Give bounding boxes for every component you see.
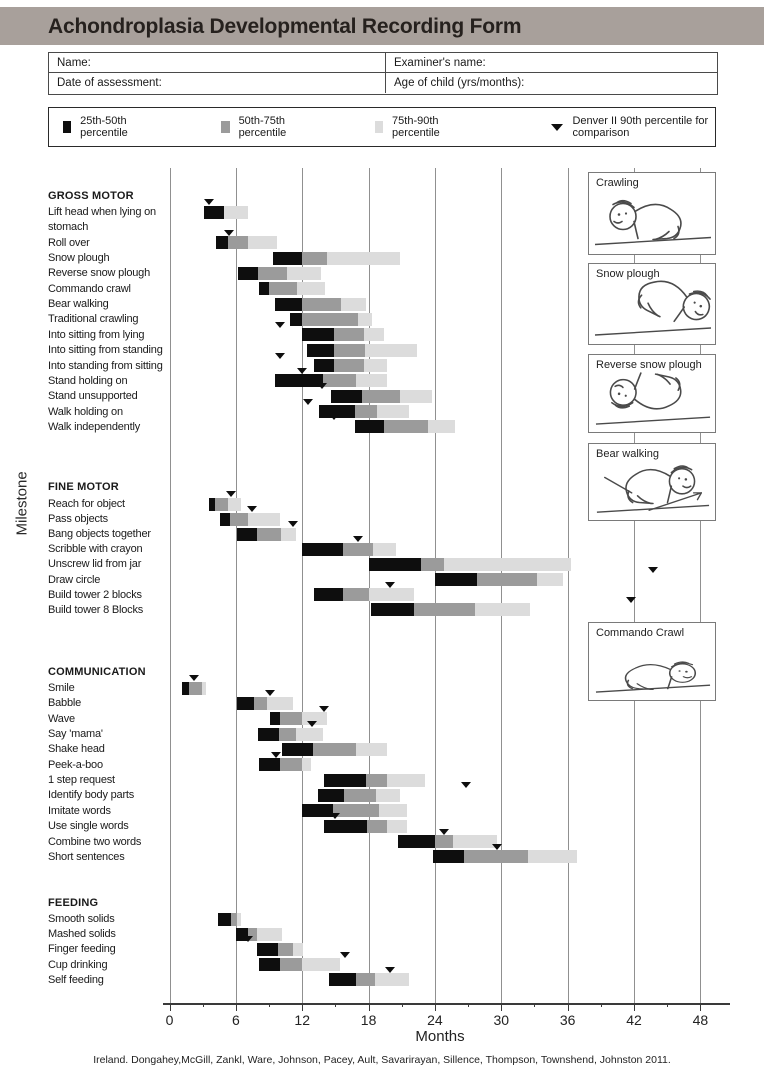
illustration-panel-snow-plough bbox=[588, 263, 716, 345]
percentile-bar-gray bbox=[362, 390, 400, 403]
percentile-bar-light bbox=[387, 774, 425, 787]
page-title: Achondroplasia Developmental Recording Form bbox=[48, 15, 522, 38]
percentile-bar-gray bbox=[279, 728, 296, 741]
percentile-bar-black bbox=[324, 774, 366, 787]
milestone-label: Stand holding on bbox=[48, 374, 128, 387]
percentile-bar-black bbox=[220, 513, 230, 526]
milestone-label: Draw circle bbox=[48, 573, 101, 586]
percentile-bar-light bbox=[293, 943, 303, 956]
legend-label: 50th-75th percentile bbox=[238, 115, 287, 139]
denver-marker bbox=[319, 706, 329, 712]
percentile-bar-light bbox=[248, 236, 277, 249]
major-tick bbox=[302, 1003, 303, 1011]
percentile-bar-black bbox=[331, 390, 362, 403]
percentile-bar-light bbox=[356, 374, 387, 387]
minor-tick bbox=[402, 1003, 403, 1007]
denver-marker bbox=[307, 721, 317, 727]
percentile-bar-gray bbox=[344, 789, 376, 802]
milestone-label: Roll over bbox=[48, 236, 90, 249]
milestone-label: Traditional crawling bbox=[48, 313, 139, 326]
percentile-bar-gray bbox=[367, 820, 387, 833]
milestone-label: stomach bbox=[48, 221, 89, 234]
denver-marker bbox=[226, 491, 236, 497]
percentile-bar-light bbox=[237, 913, 241, 926]
minor-tick bbox=[534, 1003, 535, 1007]
percentile-bar-black bbox=[329, 973, 357, 986]
milestone-label: Scribble with crayon bbox=[48, 543, 143, 556]
percentile-bar-black bbox=[237, 528, 257, 541]
milestone-label: Finger feeding bbox=[48, 943, 116, 956]
minor-tick bbox=[203, 1003, 204, 1007]
percentile-bar-light bbox=[400, 390, 432, 403]
percentile-bar-light bbox=[364, 328, 384, 341]
percentile-bar-black bbox=[314, 359, 334, 372]
denver-marker bbox=[353, 536, 363, 542]
percentile-bar-light bbox=[428, 420, 455, 433]
milestone-label: Build tower 2 blocks bbox=[48, 588, 142, 601]
percentile-bar-light bbox=[453, 835, 497, 848]
baby-illustration bbox=[591, 371, 715, 430]
x-tick-label: 36 bbox=[559, 1012, 576, 1028]
milestone-label: Shake head bbox=[48, 743, 105, 756]
minor-tick bbox=[335, 1003, 336, 1007]
milestone-label: Lift head when lying on bbox=[48, 206, 156, 218]
denver-marker bbox=[317, 383, 327, 389]
major-tick bbox=[501, 1003, 502, 1011]
x-axis-title: Months bbox=[415, 1028, 465, 1045]
percentile-bar-black bbox=[371, 603, 414, 616]
major-tick bbox=[568, 1003, 569, 1011]
percentile-bar-light bbox=[257, 928, 282, 941]
percentile-bar-light bbox=[202, 682, 206, 695]
major-tick bbox=[369, 1003, 370, 1011]
legend-label: 25th-50th percentile bbox=[80, 115, 128, 139]
denver-marker bbox=[297, 368, 307, 374]
milestone-label: Wave bbox=[48, 712, 75, 725]
percentile-bar-gray bbox=[334, 328, 364, 341]
percentile-bar-gray bbox=[343, 543, 373, 556]
percentile-bar-light bbox=[296, 728, 324, 741]
percentile-bar-light bbox=[373, 543, 396, 556]
percentile-bar-gray bbox=[334, 344, 365, 357]
illustration-label: Commando Crawl bbox=[596, 627, 685, 639]
percentile-bar-gray bbox=[414, 603, 475, 616]
percentile-bar-black bbox=[204, 206, 224, 219]
denver-marker bbox=[385, 582, 395, 588]
illustration-panel-commando-crawl bbox=[588, 622, 716, 701]
percentile-bar-gray bbox=[366, 774, 387, 787]
percentile-bar-gray bbox=[280, 712, 302, 725]
percentile-bar-black bbox=[216, 236, 228, 249]
milestone-label: Babble bbox=[48, 697, 82, 710]
minor-tick bbox=[468, 1003, 469, 1007]
percentile-bar-light bbox=[228, 498, 241, 511]
percentile-bar-black bbox=[238, 267, 258, 280]
percentile-bar-gray bbox=[302, 313, 357, 326]
x-tick-label: 24 bbox=[427, 1012, 443, 1028]
percentile-bar-light bbox=[327, 252, 400, 265]
percentile-bar-black bbox=[282, 743, 313, 756]
percentile-bar-light bbox=[528, 850, 577, 863]
milestone-label: Build tower 8 Blocks bbox=[48, 603, 144, 616]
denver-marker bbox=[288, 521, 298, 527]
assessment-date-field: Date of assessment: bbox=[49, 73, 386, 93]
milestone-label: Walk independently bbox=[48, 420, 140, 433]
milestone-label: Smooth solids bbox=[48, 913, 115, 925]
percentile-bar-gray bbox=[356, 973, 375, 986]
percentile-bar-light bbox=[369, 588, 414, 601]
milestone-label: Peek-a-boo bbox=[48, 758, 103, 771]
percentile-bar-gray bbox=[228, 236, 248, 249]
examiner-name-field: Examiner's name: bbox=[386, 53, 717, 73]
percentile-bar-gray bbox=[280, 758, 302, 771]
denver-marker bbox=[224, 230, 234, 236]
denver-marker bbox=[189, 675, 199, 681]
denver-marker bbox=[329, 414, 339, 420]
percentile-bar-light bbox=[224, 206, 248, 219]
x-axis-line bbox=[163, 1003, 730, 1005]
percentile-bar-light bbox=[376, 789, 399, 802]
percentile-bar-black bbox=[302, 543, 343, 556]
milestone-label: Unscrew lid from jar bbox=[48, 558, 142, 571]
child-age-field: Age of child (yrs/months): bbox=[394, 77, 525, 89]
percentile-bar-black bbox=[435, 573, 477, 586]
x-tick-label: 48 bbox=[692, 1012, 709, 1028]
illustration-label: Bear walking bbox=[596, 448, 659, 460]
denver-marker bbox=[265, 690, 275, 696]
percentile-bar-gray bbox=[258, 267, 287, 280]
section-header-gross-motor: GROSS MOTOR bbox=[48, 190, 134, 202]
illustration-label: Crawling bbox=[596, 177, 639, 189]
percentile-bar-black bbox=[302, 804, 333, 817]
percentile-bar-black bbox=[273, 252, 302, 265]
percentile-bar-black bbox=[218, 913, 231, 926]
milestone-label: Into standing from sitting bbox=[48, 359, 163, 372]
percentile-bar-black bbox=[257, 943, 278, 956]
major-tick bbox=[170, 1003, 171, 1011]
illustration-label: Reverse snow plough bbox=[596, 359, 702, 371]
percentile-bar-gray bbox=[302, 252, 326, 265]
milestone-label: 1 step request bbox=[48, 774, 115, 787]
milestone-label: Snow plough bbox=[48, 252, 110, 265]
major-tick bbox=[435, 1003, 436, 1011]
milestone-label: Into sitting from lying bbox=[48, 328, 145, 341]
percentile-bar-gray bbox=[464, 850, 528, 863]
percentile-bar-black bbox=[259, 958, 280, 971]
percentile-bar-gray bbox=[269, 282, 297, 295]
percentile-bar-black bbox=[275, 374, 324, 387]
milestone-label: Use single words bbox=[48, 820, 129, 833]
percentile-bar-gray bbox=[334, 359, 364, 372]
milestone-label: Walk holding on bbox=[48, 405, 123, 418]
percentile-bar-gray bbox=[257, 528, 281, 541]
percentile-bar-black bbox=[237, 697, 254, 710]
x-tick-label: 0 bbox=[165, 1012, 174, 1028]
milestone-label: Self feeding bbox=[48, 973, 104, 986]
legend-label: 75th-90th percentile bbox=[392, 115, 440, 139]
milestone-label: Short sentences bbox=[48, 850, 125, 863]
section-header-communication: COMMUNICATION bbox=[48, 666, 146, 678]
percentile-bar-black bbox=[324, 820, 367, 833]
percentile-bar-gray bbox=[343, 588, 368, 601]
percentile-bar-gray bbox=[189, 682, 201, 695]
percentile-bar-black bbox=[307, 344, 335, 357]
percentile-bar-black bbox=[290, 313, 302, 326]
milestone-label: Smile bbox=[48, 682, 75, 694]
milestone-label: Commando crawl bbox=[48, 282, 131, 295]
illustration-panel-reverse-snow-plough bbox=[588, 354, 716, 433]
percentile-bar-light bbox=[281, 528, 295, 541]
percentile-bar-light bbox=[297, 282, 326, 295]
legend-label: Denver II 90th percentile for comparison bbox=[572, 115, 709, 139]
denver-marker bbox=[385, 967, 395, 973]
major-tick bbox=[236, 1003, 237, 1011]
percentile-bar-light bbox=[267, 697, 294, 710]
denver-marker bbox=[275, 322, 285, 328]
percentile-bar-gray bbox=[278, 943, 293, 956]
milestone-label: Say 'mama' bbox=[48, 728, 103, 741]
gridline-month-6 bbox=[236, 168, 237, 1003]
percentile-bar-light bbox=[358, 313, 372, 326]
minor-tick bbox=[269, 1003, 270, 1007]
percentile-bar-light bbox=[356, 743, 387, 756]
percentile-bar-black bbox=[259, 758, 280, 771]
percentile-bar-gray bbox=[254, 697, 267, 710]
denver-marker bbox=[626, 597, 636, 603]
illustration-label: Snow plough bbox=[596, 268, 660, 280]
gridline-month-18 bbox=[369, 168, 370, 1003]
percentile-bar-gray bbox=[230, 513, 248, 526]
x-tick-label: 30 bbox=[493, 1012, 510, 1028]
percentile-bar-gray bbox=[302, 298, 341, 311]
denver-marker bbox=[303, 399, 313, 405]
percentile-bar-black bbox=[270, 712, 280, 725]
percentile-bar-black bbox=[275, 298, 303, 311]
percentile-bar-light bbox=[302, 758, 311, 771]
percentile-bar-gray bbox=[477, 573, 537, 586]
denver-marker bbox=[461, 782, 471, 788]
baby-illustration bbox=[591, 280, 715, 342]
percentile-bar-light bbox=[302, 958, 340, 971]
percentile-bar-gray bbox=[421, 558, 444, 571]
milestone-label: Imitate words bbox=[48, 804, 111, 817]
percentile-bar-light bbox=[387, 820, 407, 833]
illustration-panel-bear-walking bbox=[588, 443, 716, 521]
gridline-month-36 bbox=[568, 168, 569, 1003]
percentile-bar-black bbox=[259, 282, 269, 295]
minor-tick bbox=[601, 1003, 602, 1007]
percentile-bar-light bbox=[375, 973, 409, 986]
milestone-label: Bang objects together bbox=[48, 528, 151, 541]
percentile-bar-black bbox=[314, 588, 343, 601]
denver-marker bbox=[243, 936, 253, 942]
denver-marker bbox=[247, 506, 257, 512]
percentile-bar-light bbox=[475, 603, 530, 616]
percentile-bar-light bbox=[444, 558, 571, 571]
major-tick bbox=[700, 1003, 701, 1011]
denver-marker bbox=[204, 199, 214, 205]
denver-marker bbox=[275, 353, 285, 359]
percentile-bar-light bbox=[287, 267, 321, 280]
milestone-label: Pass objects bbox=[48, 513, 108, 526]
section-header-feeding: FEEDING bbox=[48, 897, 99, 909]
x-tick-label: 42 bbox=[626, 1012, 642, 1028]
percentile-bar-gray bbox=[355, 405, 377, 418]
percentile-bar-light bbox=[537, 573, 564, 586]
baby-illustration bbox=[591, 639, 715, 698]
percentile-bar-light bbox=[379, 804, 408, 817]
x-tick-label: 12 bbox=[294, 1012, 310, 1028]
percentile-bar-black bbox=[369, 558, 421, 571]
milestone-label: Into sitting from standing bbox=[48, 344, 163, 357]
percentile-bar-black bbox=[355, 420, 384, 433]
section-header-fine-motor: FINE MOTOR bbox=[48, 481, 119, 493]
milestone-label: Reverse snow plough bbox=[48, 267, 150, 280]
milestone-label: Stand unsupported bbox=[48, 390, 138, 403]
milestone-label: Combine two words bbox=[48, 835, 142, 848]
y-axis-title: Milestone bbox=[13, 471, 31, 536]
milestone-label: Cup drinking bbox=[48, 958, 108, 971]
major-tick bbox=[634, 1003, 635, 1011]
percentile-bar-black bbox=[318, 789, 345, 802]
percentile-bar-gray bbox=[313, 743, 356, 756]
gridline-month-0 bbox=[170, 168, 171, 1003]
citation-text: Ireland. Dongahey,McGill, Zankl, Ware, Johnson, Pacey, Ault, Savarirayan, Sillence, Thompson, Townshend, Johnston 2011. bbox=[93, 1054, 671, 1066]
x-tick-label: 18 bbox=[360, 1012, 377, 1028]
percentile-bar-gray bbox=[435, 835, 453, 848]
percentile-bar-light bbox=[248, 513, 280, 526]
milestone-label: Identify body parts bbox=[48, 789, 135, 802]
percentile-bar-black bbox=[302, 328, 334, 341]
percentile-bar-light bbox=[377, 405, 409, 418]
percentile-bar-gray bbox=[215, 498, 228, 511]
minor-tick bbox=[667, 1003, 668, 1007]
milestone-label: Bear walking bbox=[48, 298, 109, 311]
denver-marker bbox=[330, 813, 340, 819]
milestone-label: Reach for object bbox=[48, 498, 125, 510]
illustration-panel-crawling bbox=[588, 172, 716, 255]
percentile-bar-black bbox=[182, 682, 190, 695]
percentile-bar-gray bbox=[323, 374, 356, 387]
percentile-bar-light bbox=[365, 344, 417, 357]
percentile-bar-black bbox=[258, 728, 279, 741]
percentile-bar-gray bbox=[384, 420, 428, 433]
baby-illustration bbox=[591, 189, 715, 252]
percentile-bar-light bbox=[364, 359, 387, 372]
baby-illustration bbox=[591, 460, 715, 518]
milestone-label: Mashed solids bbox=[48, 928, 116, 941]
percentile-bar-black bbox=[398, 835, 434, 848]
denver-marker bbox=[492, 844, 502, 850]
x-tick-label: 6 bbox=[231, 1012, 240, 1028]
percentile-bar-black bbox=[433, 850, 464, 863]
denver-marker bbox=[648, 567, 658, 573]
percentile-bar-gray bbox=[280, 958, 302, 971]
denver-marker bbox=[439, 829, 449, 835]
denver-marker bbox=[340, 952, 350, 958]
name-field: Name: bbox=[49, 53, 386, 73]
denver-marker bbox=[271, 752, 281, 758]
percentile-bar-light bbox=[341, 298, 366, 311]
